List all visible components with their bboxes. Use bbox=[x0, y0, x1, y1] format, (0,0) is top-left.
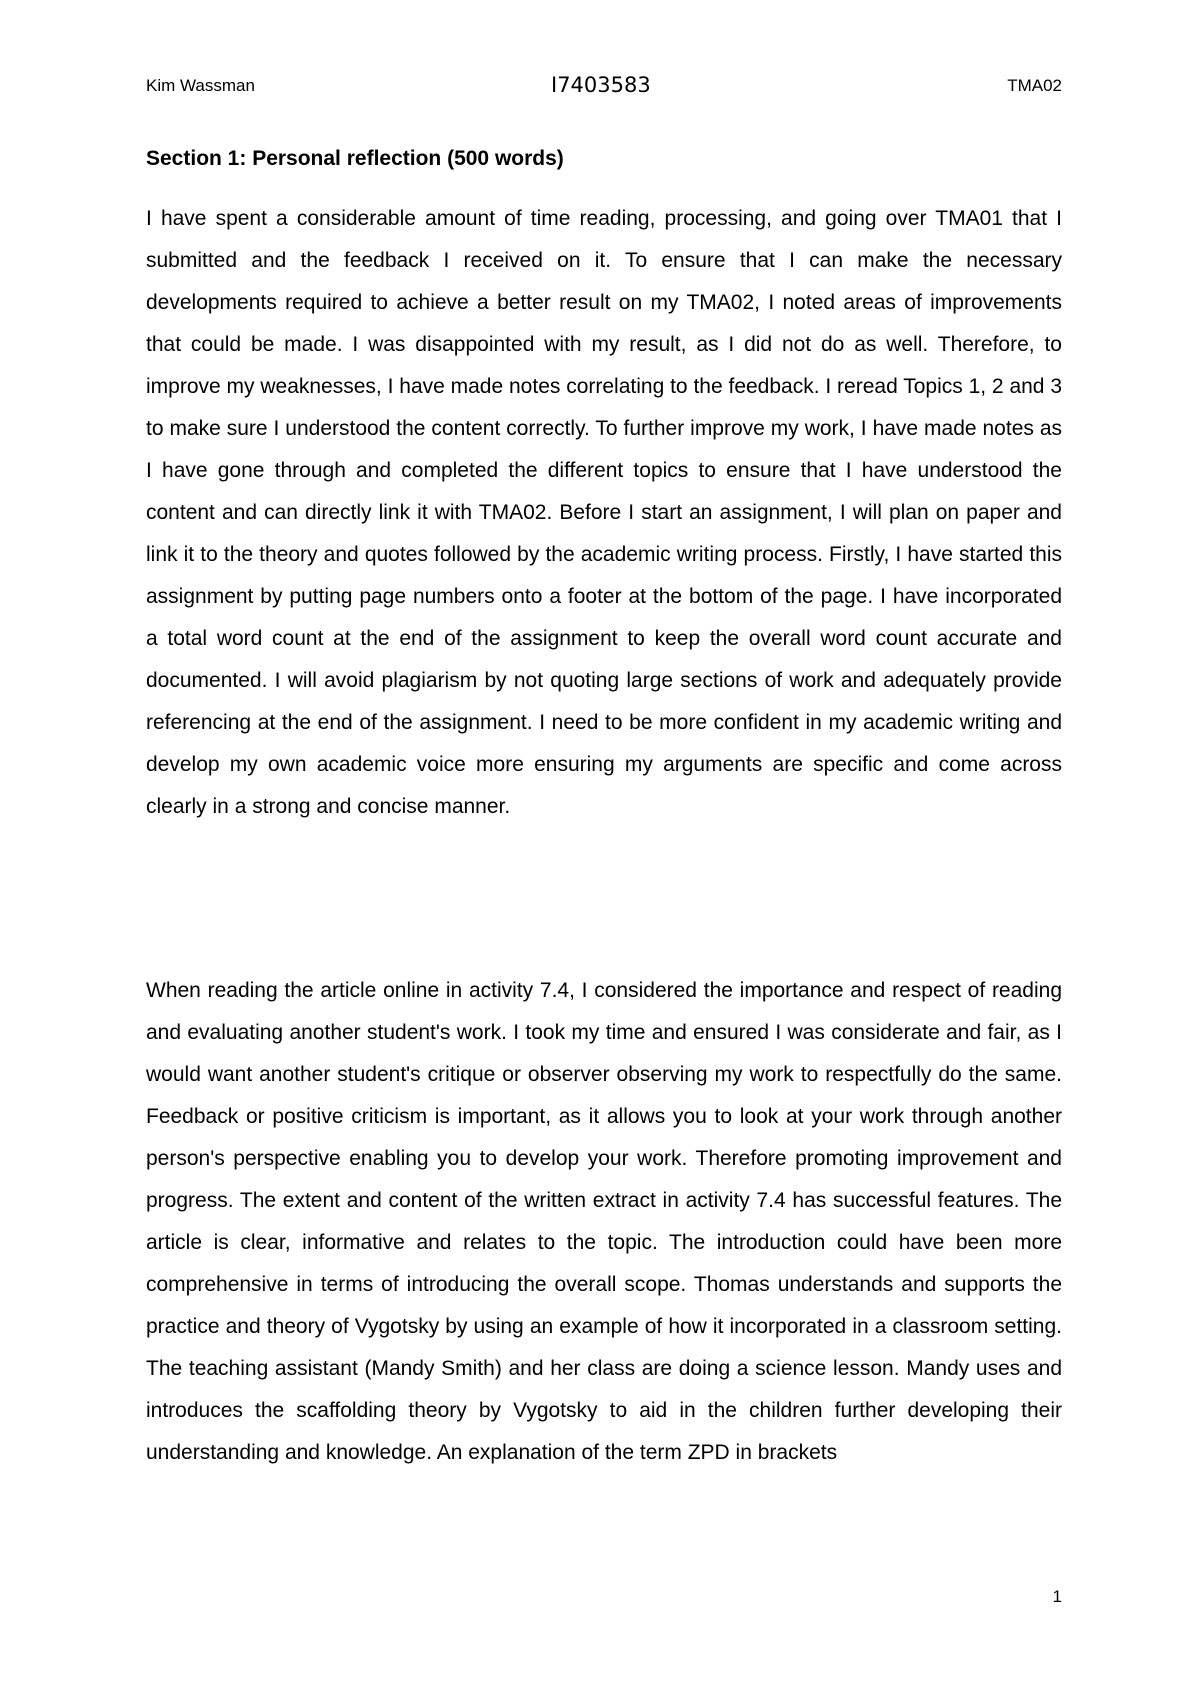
header-assignment: TMA02 bbox=[1007, 76, 1062, 95]
header-student-id: I7403583 bbox=[551, 73, 651, 97]
page-number: 1 bbox=[1052, 1587, 1062, 1606]
body-paragraph-2: When reading the article online in activity 7.4, I considered the importance and respect of reading and evaluating another student's work. I took my time and ensured I was considerate and fair, as I would want another student's critique or observer observing my work to respectfully do the same. Feedback or positive criticism is important, as it allows you to look at your work through another person's perspective enabling you to develop your work. Therefore promoting improvement and progress. The extent and content of the written extract in activity 7.4 has successful features. The article is clear, informative and relates to the topic. The introduction could have been more comprehensive in terms of introducing the overall scope. Thomas understands and supports the practice and theory of Vygotsky by using an example of how it incorporated in a classroom setting. The teaching assistant (Mandy Smith) and her class are doing a science lesson. Mandy uses and introduces the scaffolding theory by Vygotsky to aid in the children further developing their understanding and knowledge. An explanation of the term ZPD in brackets bbox=[146, 979, 1062, 1464]
body-paragraph-1: I have spent a considerable amount of time reading, processing, and going over TMA01 that I submitted and the feedback I received on it. To ensure that I can make the necessary developments required to achieve a better result on my TMA02, I noted areas of improvements that could be made. I was disappointed with my result, as I did not do as well. Therefore, to improve my weaknesses, I have made notes correlating to the feedback. I reread Topics 1, 2 and 3 to make sure I understood the content correctly. To further improve my work, I have made notes as I have gone through and completed the different topics to ensure that I have understood the content and can directly link it with TMA02. Before I start an assignment, I will plan on paper and link it to the theory and quotes followed by the academic writing process. Firstly, I have started this assignment by putting page numbers onto a footer at the bottom of the page. I have incorporated a total word count at the end of the assignment to keep the overall word count accurate and documented. I will avoid plagiarism by not quoting large sections of work and adequately provide referencing at the end of the assignment. I need to be more confident in my academic writing and develop my own academic voice more ensuring my arguments are specific and come across clearly in a strong and concise manner. bbox=[146, 207, 1062, 818]
section-title: Section 1: Personal reflection (500 words) bbox=[146, 147, 564, 170]
header-author: Kim Wassman bbox=[146, 76, 255, 95]
